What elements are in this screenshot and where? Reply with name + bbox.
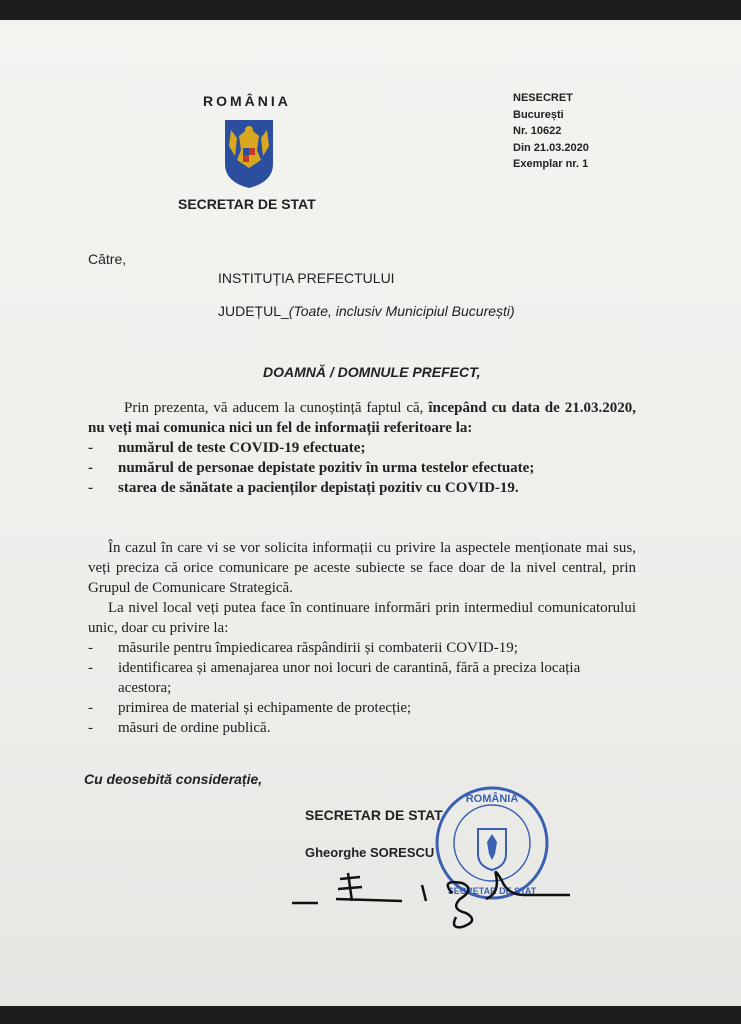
list-item: - starea de sănătate a pacienților depistați pozitiv cu COVID-19. xyxy=(88,480,519,496)
list-item: - identificarea și amenajarea unor noi locuri de carantină, fără a preciza locația acestora; xyxy=(88,660,581,696)
addressee-institution: INSTITUȚIA PREFECTULUI xyxy=(218,270,395,286)
copy-number: Exemplar nr. 1 xyxy=(513,158,589,170)
signatory-name: Gheorghe SORESCU xyxy=(305,845,435,860)
city: București xyxy=(513,108,564,121)
list-item: - măsurile pentru împiedicarea răspândirii și combaterii COVID-19; xyxy=(88,640,518,656)
svg-text:ROMÂNIA: ROMÂNIA xyxy=(465,793,519,805)
paragraph-3: La nivel local veți putea face în continuare informări prin intermediul comunicatorului unic, doar cu privire la: xyxy=(88,600,636,636)
signatory-title: SECRETAR DE STAT xyxy=(305,807,443,823)
county-value: (Toate, inclusiv Municipiul București) xyxy=(288,303,515,319)
paragraph-1 xyxy=(88,398,636,438)
p1-intro: Prin prezenta, vă aducem la cunoștință faptul că, xyxy=(124,400,429,416)
addressee-county xyxy=(218,303,515,319)
header-office: SECRETAR DE STAT xyxy=(178,196,316,212)
county-label: JUDEȚUL_ xyxy=(218,303,289,319)
closing: Cu deosebită considerație, xyxy=(84,771,263,787)
doc-number: Nr. 10622 xyxy=(513,125,562,137)
list-item: - măsuri de ordine publică. xyxy=(88,720,271,736)
p1-bold: începând cu data de 21.03.2020, nu veți mai comunica nici un fel de informații referitoare la: xyxy=(88,400,636,436)
svg-text:SECRETAR DE STAT: SECRETAR DE STAT xyxy=(447,886,537,896)
header-country: ROMÂNIA xyxy=(203,93,291,109)
document-meta xyxy=(513,90,589,173)
paragraph-2: În cazul în care vi se vor solicita informații cu privire la aspectele menționate mai sus, veți preciza că orice comunicare pe aceste subiecte se face doar de la nivel central, prin Grupul de Comunicare Strategică. xyxy=(88,540,636,596)
classification: NESECRET xyxy=(513,92,573,104)
coat-of-arms-icon xyxy=(221,116,277,190)
list-item: - primirea de material și echipamente de protecție; xyxy=(88,700,412,716)
list-item: - numărul de personae depistate pozitiv în urma testelor efectuate; xyxy=(88,460,535,476)
doc-date: Din 21.03.2020 xyxy=(513,141,589,154)
handwritten-signature xyxy=(290,865,580,935)
addressee-to: Către, xyxy=(88,251,127,267)
salutation: DOAMNĂ / DOMNULE PREFECT, xyxy=(263,364,481,380)
list-item: - numărul de teste COVID-19 efectuate; xyxy=(88,440,366,456)
